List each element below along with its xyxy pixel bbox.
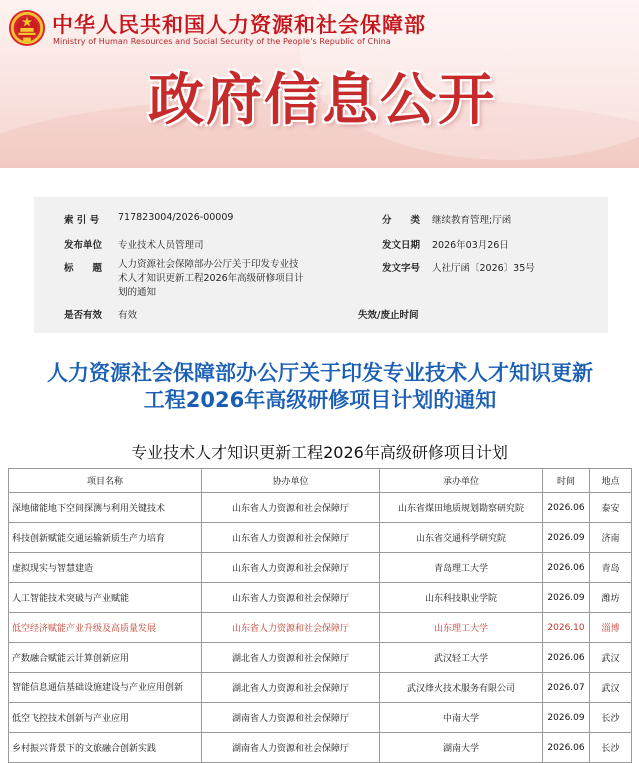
host-organizer-cell: 山东理工大学 [380, 613, 543, 643]
time-cell: 2026.06 [543, 733, 590, 763]
host-organizer-cell: 中南大学 [380, 703, 543, 733]
host-organizer-cell: 山东省交通科学研究院 [380, 523, 543, 553]
table-row [9, 643, 632, 673]
location-cell: 长沙 [590, 703, 632, 733]
project-plan-table [8, 468, 632, 763]
time-cell: 2026.10 [543, 613, 590, 643]
co-organizer-cell: 湖北省人力资源和社会保障厅 [202, 673, 380, 703]
co-organizer-cell: 山东省人力资源和社会保障厅 [202, 583, 380, 613]
issuer-value: 专业技术人员管理司 [118, 240, 204, 251]
co-organizer-cell: 山东省人力资源和社会保障厅 [202, 613, 380, 643]
location-cell: 武汉 [590, 673, 632, 703]
co-organizer-cell: 山东省人力资源和社会保障厅 [202, 493, 380, 523]
index-number-value: 717823004/2026-00009 [118, 212, 234, 223]
location-cell: 济南 [590, 523, 632, 553]
table-header-row [9, 469, 632, 493]
project-name-cell: 产数融合赋能云计算创新应用 [9, 643, 202, 673]
column-header: 项目名称 [9, 469, 202, 493]
host-organizer-cell: 山东科技职业学院 [380, 583, 543, 613]
project-name-cell: 低空经济赋能产业升级及高质量发展 [9, 613, 202, 643]
time-cell: 2026.09 [543, 523, 590, 553]
table-row [9, 553, 632, 583]
column-header: 协办单位 [202, 469, 380, 493]
category-label: 分 类 [382, 215, 421, 226]
column-header: 地点 [590, 469, 632, 493]
national-emblem-icon [8, 9, 46, 47]
table-row [9, 583, 632, 613]
host-organizer-cell: 武汉烽火技术服务有限公司 [380, 673, 543, 703]
document-metadata-box [34, 197, 608, 333]
category-value: 继续教育管理;厅函 [432, 215, 512, 226]
table-title: 专业技术人才知识更新工程2026年高级研修项目计划 [131, 443, 508, 462]
location-cell: 长沙 [590, 733, 632, 763]
title-value: 人力资源社会保障部办公厅关于印发专业技术人才知识更新工程2026年高级研修项目计划的通知 [118, 259, 304, 298]
issuer-label: 发布单位 [64, 240, 103, 251]
location-cell: 潍坊 [590, 583, 632, 613]
project-name-cell: 乡村振兴背景下的文旅融合创新实践 [9, 733, 202, 763]
time-cell: 2026.09 [543, 583, 590, 613]
co-organizer-cell: 山东省人力资源和社会保障厅 [202, 523, 380, 553]
issue-date-label: 发文日期 [382, 240, 421, 251]
expiry-label: 失效/废止时间 [358, 310, 419, 321]
time-cell: 2026.06 [543, 493, 590, 523]
index-number-label: 索 引 号 [64, 215, 100, 226]
co-organizer-cell: 湖北省人力资源和社会保障厅 [202, 643, 380, 673]
time-cell: 2026.07 [543, 673, 590, 703]
project-name-cell: 深地储能地下空间探测与利用关键技术 [9, 493, 202, 523]
document-title-line: 工程2026年高级研修项目计划的通知 [143, 388, 497, 412]
project-name-cell: 科技创新赋能交通运输新质生产力培育 [9, 523, 202, 553]
page-banner-title: 政府信息公开 [148, 68, 496, 133]
project-name-cell: 虚拟现实与智慧建造 [9, 553, 202, 583]
project-name-cell: 人工智能技术突破与产业赋能 [9, 583, 202, 613]
validity-value: 有效 [118, 310, 138, 321]
host-organizer-cell: 湖南大学 [380, 733, 543, 763]
host-organizer-cell: 山东省煤田地质规划勘察研究院 [380, 493, 543, 523]
time-cell: 2026.06 [543, 553, 590, 583]
project-name-text: 智能信息通信基础设施建设与产业应用创新 [12, 682, 184, 693]
table-row [9, 493, 632, 523]
document-number-label: 发文字号 [382, 263, 421, 274]
table-row-highlighted [9, 613, 632, 643]
co-organizer-cell: 湖南省人力资源和社会保障厅 [202, 733, 380, 763]
location-cell: 青岛 [590, 553, 632, 583]
co-organizer-cell: 山东省人力资源和社会保障厅 [202, 553, 380, 583]
ministry-name-en: Ministry of Human Resources and Social Security of the People's Republic of China [53, 37, 391, 46]
project-name-cell: 低空飞控技术创新与产业应用 [9, 703, 202, 733]
issue-date-value: 2026年03月26日 [432, 240, 509, 251]
document-title-line: 人力资源社会保障部办公厅关于印发专业技术人才知识更新 [47, 361, 593, 385]
co-organizer-cell: 湖南省人力资源和社会保障厅 [202, 703, 380, 733]
table-row [9, 673, 632, 703]
host-organizer-cell: 青岛理工大学 [380, 553, 543, 583]
location-cell: 淄博 [590, 613, 632, 643]
table-row [9, 703, 632, 733]
time-cell: 2026.06 [543, 643, 590, 673]
column-header: 时间 [543, 469, 590, 493]
table-row [9, 523, 632, 553]
project-name-cell [9, 673, 202, 703]
time-cell: 2026.09 [543, 703, 590, 733]
document-title [20, 360, 620, 414]
column-header: 承办单位 [380, 469, 543, 493]
location-cell: 泰安 [590, 493, 632, 523]
title-label: 标 题 [64, 263, 103, 274]
validity-label: 是否有效 [64, 310, 103, 321]
location-cell: 武汉 [590, 643, 632, 673]
ministry-name-cn: 中华人民共和国人力资源和社会保障部 [52, 13, 426, 37]
page-header [0, 0, 639, 168]
table-row [9, 733, 632, 763]
document-number-value: 人社厅函〔2026〕35号 [432, 263, 535, 274]
host-organizer-cell: 武汉轻工大学 [380, 643, 543, 673]
